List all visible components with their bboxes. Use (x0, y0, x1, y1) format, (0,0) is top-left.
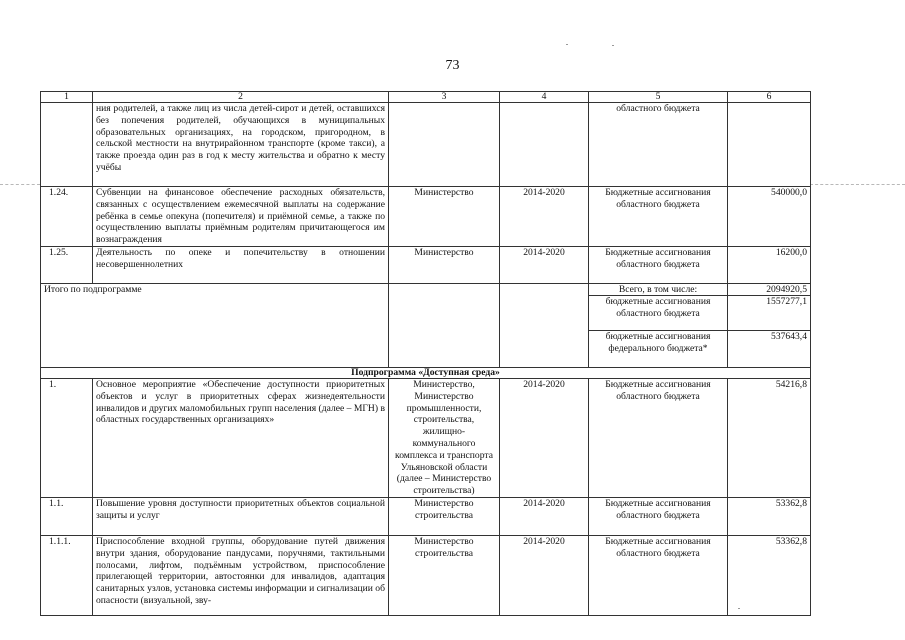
period-cell: 2014-2020 (500, 187, 589, 247)
total-amount-line: 1557277,1 (728, 295, 810, 330)
period-cell: 2014-2020 (500, 535, 589, 615)
executor-cell (389, 283, 500, 367)
column-header: 2 (93, 92, 389, 103)
total-amount-line: 2094920,5 (766, 283, 807, 295)
total-row (41, 283, 811, 367)
subprogram-heading-row (41, 367, 811, 378)
period-cell: 2014-2020 (500, 246, 589, 283)
total-amount-cell (728, 283, 811, 367)
subprogram-title: Подпрограмма «Доступная среда» (41, 367, 811, 378)
table-row (41, 378, 811, 497)
amount-cell: 54216,8 (728, 378, 811, 497)
page-number: 73 (445, 58, 460, 73)
column-header: 1 (41, 92, 93, 103)
row-number-cell: 1.24. (41, 187, 93, 247)
total-source-line: бюджетные ассигнования областного бюджета (589, 295, 727, 330)
scan-artifact-line-right (810, 184, 905, 185)
total-source-cell (589, 283, 728, 367)
amount-cell: 16200,0 (728, 246, 811, 283)
column-header: 6 (728, 92, 811, 103)
scan-speck (612, 45, 614, 46)
table-row (41, 187, 811, 247)
executor-cell (389, 103, 500, 187)
column-header: 3 (389, 92, 500, 103)
period-cell: 2014-2020 (500, 378, 589, 497)
period-cell: 2014-2020 (500, 497, 589, 535)
row-number-cell (41, 103, 93, 187)
activity-cell: Основное мероприятие «Обеспечение доступности приоритетных объектов и услуг в приоритетных сферах жизнедеятельности инвалидов и других маломобильных групп населения (далее – МГН) в областных государственных организациях» (93, 378, 389, 497)
funding-source-cell: Бюджетные ассигнования областного бюджета (589, 378, 728, 497)
row-number-cell: 1.1.1. (41, 535, 93, 615)
period-cell (500, 283, 589, 367)
amount-cell (728, 103, 811, 187)
scan-artifact-line-left (0, 184, 40, 185)
period-cell (500, 103, 589, 187)
table-header-row (41, 92, 811, 103)
executor-cell: Министерство (389, 187, 500, 247)
funding-source-cell: Бюджетные ассигнования областного бюджета (589, 187, 728, 247)
funding-source-cell: Бюджетные ассигнования областного бюджета (589, 497, 728, 535)
row-number-cell: 1.1. (41, 497, 93, 535)
executor-cell: Министерство, Министерство промышленности, строительства, жилищно-коммунального комплекса и транспорта Ульяновской области (далее – Министерство строительства) (389, 378, 500, 497)
table-row (41, 535, 811, 615)
total-amount-line: 537643,4 (728, 330, 810, 367)
executor-cell: Министерство строительства (389, 535, 500, 615)
funding-source-cell: Бюджетные ассигнования областного бюджета (589, 246, 728, 283)
column-header: 5 (589, 92, 728, 103)
funding-source-cell: Бюджетные ассигнования областного бюджета (589, 535, 728, 615)
activity-cell: Повышение уровня доступности приоритетных объектов социальной защиты и услуг (93, 497, 389, 535)
funding-source-cell: областного бюджета (589, 103, 728, 187)
total-source-line: бюджетные ассигнования федерального бюджета* (589, 330, 727, 367)
table-row-continued (41, 103, 811, 187)
activity-cell: Деятельность по опеке и попечительству в отношении несовершеннолетних (93, 246, 389, 283)
row-number-cell: 1.25. (41, 246, 93, 283)
amount-cell: 540000,0 (728, 187, 811, 247)
row-number-cell: 1. (41, 378, 93, 497)
table-row (41, 497, 811, 535)
total-label-cell: Итого по подпрограмме (41, 283, 389, 367)
amount-cell: 53362,8 (728, 497, 811, 535)
column-header: 4 (500, 92, 589, 103)
total-source-line: Всего, в том числе: (618, 283, 698, 295)
activity-cell: Субвенции на финансовое обеспечение расходных обязательств, связанных с осуществлением ежемесячной выплаты на содержание ребёнка в семье опекуна (попечителя) и приёмной семье, а также по осуществлению выплаты приёмным родителям причитающегося им вознаграждения (93, 187, 389, 247)
activity-cell: Приспособление входной группы, оборудование путей движения внутри здания, оборудование пандусами, поручнями, тактильными полосами, лифтом, подъёмным устройством, приспособление прилегающей территории, автостоянки для инвалидов, адаптация санитарных узлов, установка системы информации и сигнализации об опасности (визуальной, зву- (93, 535, 389, 615)
table-row (41, 246, 811, 283)
activity-cell: ния родителей, а также лиц из числа детей-сирот и детей, оставшихся без попечения родителей, обучающихся в муниципальных образовательных организациях, на городском, пригородном, в сельской местности на внутрирайонном транспорте (кроме такси), а также проезда один раз в год к месту жительства и обратно к месту учёбы (93, 103, 389, 187)
scan-speck (566, 44, 568, 45)
amount-cell: 53362,8 (728, 535, 811, 615)
executor-cell: Министерство (389, 246, 500, 283)
executor-cell: Министерство строительства (389, 497, 500, 535)
budget-table (40, 91, 811, 616)
